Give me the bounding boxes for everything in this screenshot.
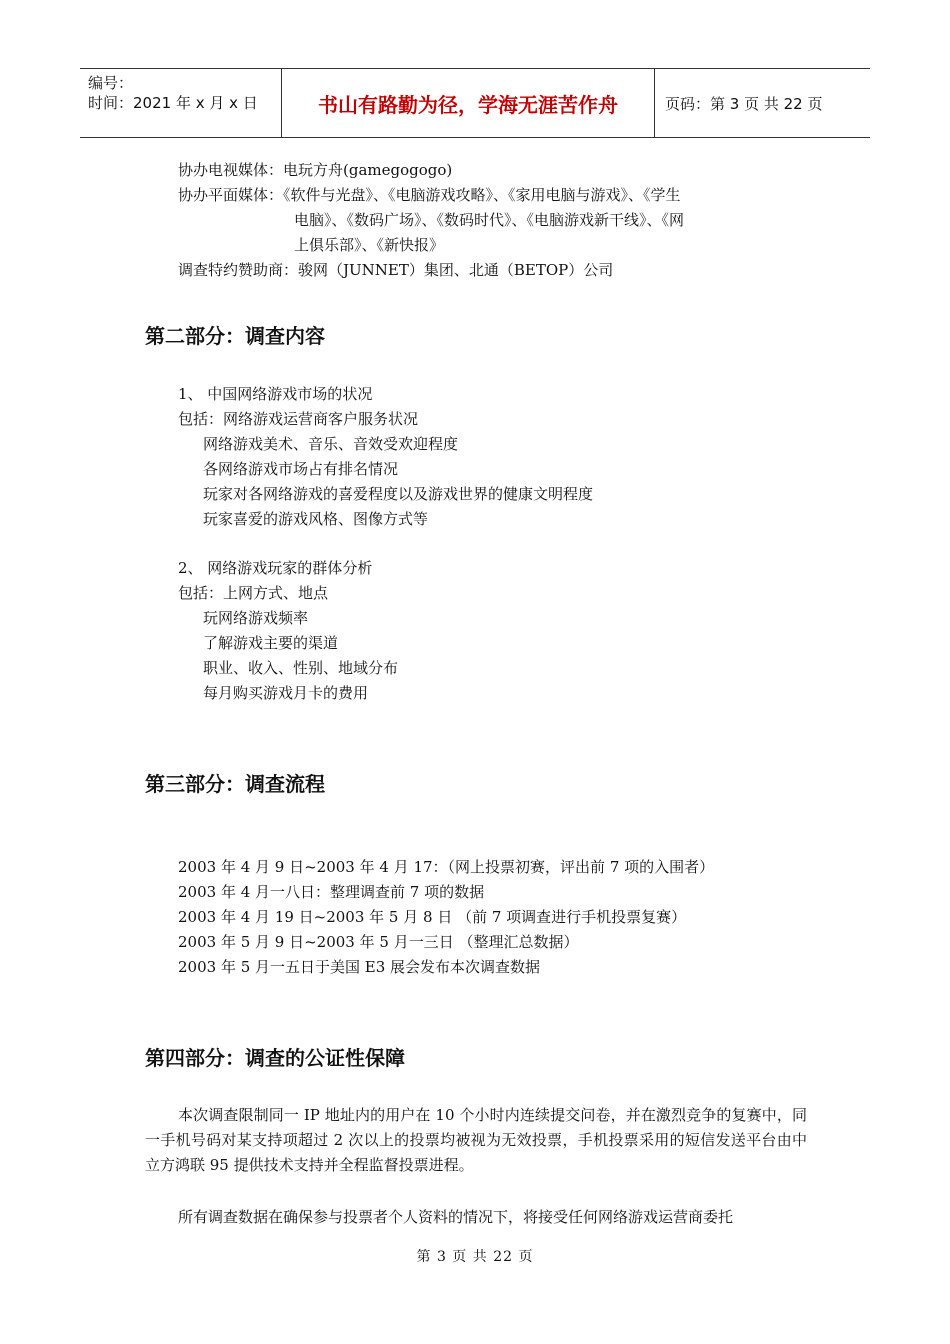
time-label: 时间：2021 年 x 月 x 日 [88,94,258,112]
list-item: 了解游戏主要的渠道 [203,634,339,652]
section2-item2-title: 2、 网络游戏玩家的群体分析 [178,559,373,577]
schedule-item: 2003 年 5 月一五日于美国 E3 展会发布本次调查数据 [178,958,541,976]
header-page-label: 页码：第 3 页 共 22 页 [665,94,823,113]
list-item: 网络游戏美术、音乐、音效受欢迎程度 [203,435,459,453]
list-item: 职业、收入、性别、地域分布 [203,659,399,677]
page-footer: 第 3 页 共 22 页 [416,1249,534,1265]
list-item: 玩家喜爱的游戏风格、图像方式等 [203,510,429,528]
list-item: 包括：网络游戏运营商客户服务状况 [178,410,419,428]
section2-item1-title: 1、 中国网络游戏市场的状况 [178,385,373,403]
section2-title: 第二部分：调查内容 [145,324,325,348]
print-media-line-3: 上俱乐部》、《新快报》 [294,236,445,254]
list-item: 玩网络游戏频率 [203,609,309,627]
schedule-item: 2003 年 4 月一八日：整理调查前 7 项的数据 [178,883,485,901]
print-media-line-2: 电脑》、《数码广场》、《数码时代》、《电脑游戏新干线》、《网 [294,211,685,229]
tv-media-line: 协办电视媒体：电玩方舟(gamegogogo) [178,161,453,179]
header-motto: 书山有路勤为径，学海无涯苦作舟 [282,69,655,137]
page-header [80,68,870,138]
header-left-cell [80,69,282,137]
schedule-item: 2003 年 4 月 9 日~2003 年 4 月 17：（网上投票初赛，评出前 7 项的入围者） [178,858,715,876]
list-item: 玩家对各网络游戏的喜爱程度以及游戏世界的健康文明程度 [203,485,594,503]
section4-title: 第四部分：调查的公证性保障 [145,1046,405,1070]
print-media-line-1: 协办平面媒体：《软件与光盘》、《电脑游戏攻略》、《家用电脑与游戏》、《学生 [178,186,681,204]
schedule-item: 2003 年 5 月 9 日~2003 年 5 月一三日 （整理汇总数据） [178,933,579,951]
list-item: 各网络游戏市场占有排名情况 [203,460,399,478]
list-item: 包括：上网方式、地点 [178,584,329,602]
section4-paragraph-1: 本次调查限制同一 IP 地址内的用户在 10 个小时内连续提交问卷，并在激烈竞争的复赛中，同一手机号码对某支持项超过 2 次以上的投票均被视为无效投票，手机投票采用的短信发送平台由中立方鸿联 95 提供技术支持并全程监督投票进程。 [145,1106,807,1174]
section3-title: 第三部分：调查流程 [145,772,325,796]
special-sponsor-line: 调查特约赞助商：骏网（JUNNET）集团、北通（BETOP）公司 [178,261,614,279]
list-item: 每月购买游戏月卡的费用 [203,684,369,702]
schedule-item: 2003 年 4 月 19 日~2003 年 5 月 8 日 （前 7 项调查进行手机投票复赛） [178,908,687,926]
section4-paragraph-2: 所有调查数据在确保参与投票者个人资料的情况下，将接受任何网络游戏运营商委托 [178,1208,734,1226]
number-label: 编号： [88,74,134,92]
